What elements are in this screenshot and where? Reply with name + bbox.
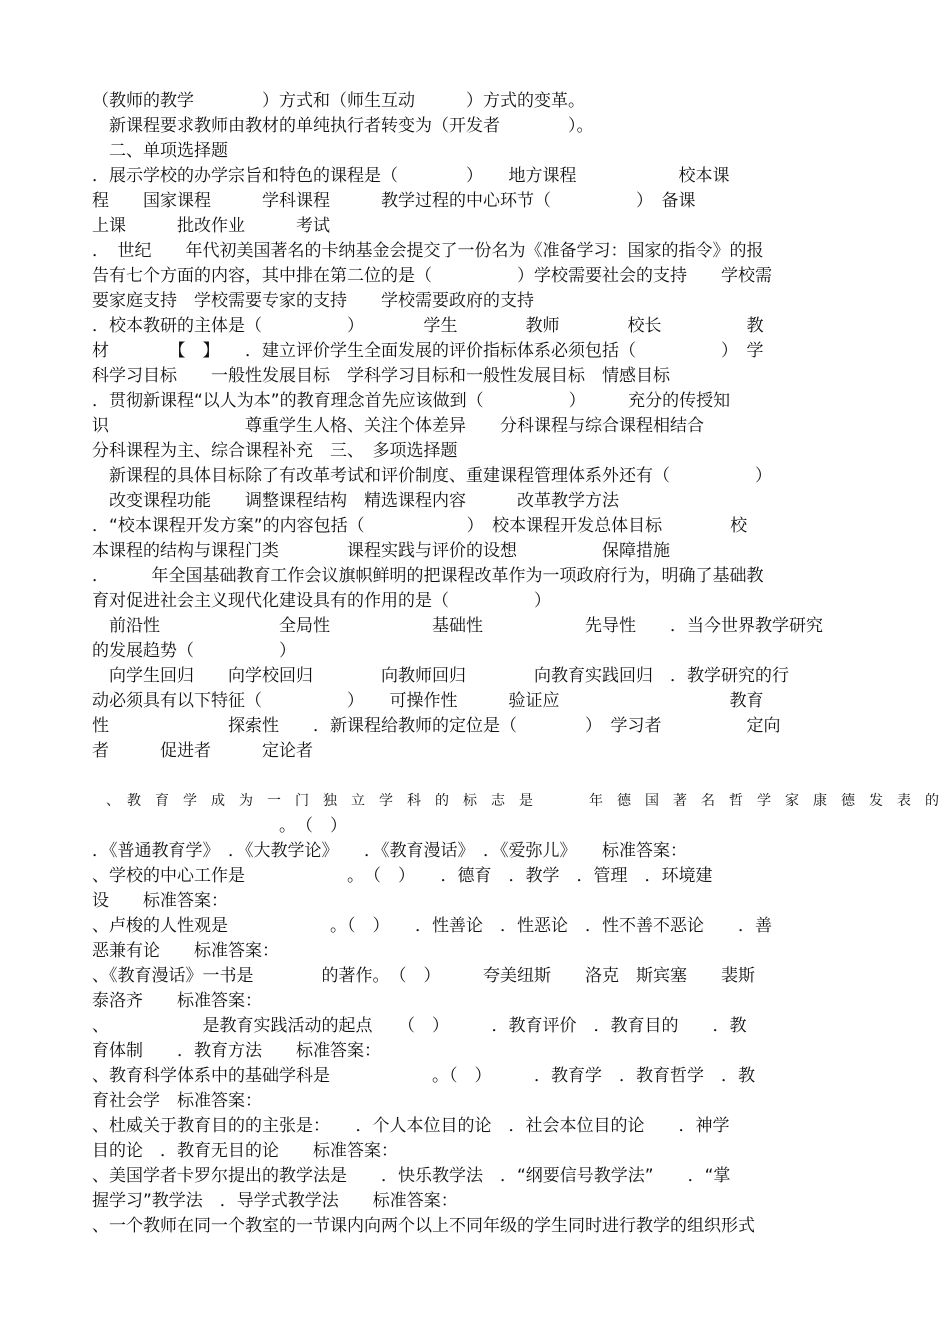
text-line: 新课程要求教师由教材的单纯执行者转变为（开发者 ）。: [92, 116, 594, 136]
text-line: 育对促进社会主义现代化建设具有的作用的是（ ）: [92, 591, 551, 611]
text-line: 新课程的具体目标除了有改革考试和评价制度、重建课程管理体系外还有（ ）: [92, 466, 772, 486]
text-line: ．“校本课程开发方案”的内容包括（ ） 校本课程开发总体目标 校: [92, 516, 748, 536]
text-line: 、卢梭的人性观是 。（ ） ．性善论 ．性恶论 ．性不善不恶论 ．善: [92, 916, 772, 936]
text-line: 、一个教师在同一个教室的一节课内向两个以上不同年级的学生同时进行教学的组织形式: [92, 1216, 755, 1236]
text-line: 上课 批改作业 考试: [92, 216, 330, 236]
text-line: ．《普通教育学》 ．《大教学论》 ．《教育漫话》 ．《爱弥儿》 标准答案：: [92, 841, 687, 861]
text-line: 科学习目标 一般性发展目标 学科学习目标和一般性发展目标 情感目标: [92, 366, 670, 386]
text-line: 、学校的中心工作是 。 （ ） ．德育 ．教学 ．管理 ．环境建: [92, 866, 713, 886]
text-line: 动必须具有以下特征（ ） 可操作性 验证应 教育: [92, 691, 764, 711]
text-line: 恶兼有论 标准答案：: [92, 941, 279, 961]
text-line: 前沿性 全局性 基础性 先导性 ．当今世界教学研究: [92, 616, 823, 636]
text-line: 者 促进者 定论者: [92, 741, 313, 761]
text-line: 握学习”教学法 ．导学式教学法 标准答案：: [92, 1191, 458, 1211]
text-line: （教师的教学 ）方式和（师生互动 ）方式的变革。: [92, 91, 585, 111]
text-line: 告有七个方面的内容，其中排在第二位的是（ ）学校需要社会的支持 学校需: [92, 266, 772, 286]
text-line: 。 （ ）: [92, 816, 347, 836]
text-line: 、《教育漫话》一书是 的著作。 （ ） 夸美纽斯 洛克 斯宾塞 裴斯: [92, 966, 755, 986]
text-line: ． 世纪 年代初美国著名的卡纳基金会提交了一份名为《准备学习：国家的指令》的报: [92, 241, 764, 261]
text-line: 、教育科学体系中的基础学科是 。（ ） ．教育学 ．教育哲学 ．教: [92, 1066, 755, 1086]
text-line: 设 标准答案：: [92, 891, 228, 911]
text-line: 本课程的结构与课程门类 课程实践与评价的设想 保障措施: [92, 541, 670, 561]
text-line: 泰洛齐 标准答案：: [92, 991, 262, 1011]
section-heading: 二、单项选择题: [92, 141, 228, 161]
text-line: 、杜威关于教育目的的主张是： ．个人本位目的论 ．社会本位目的论 ．神学: [92, 1116, 730, 1136]
text-line: ．校本教研的主体是（ ） 学生 教师 校长 教: [92, 316, 764, 336]
text-line: 性 探索性 ．新课程给教师的定位是（ ） 学习者 定向: [92, 716, 781, 736]
text-line: 育体制 ．教育方法 标准答案：: [92, 1041, 381, 1061]
text-line: 向学生回归 向学校回归 向教师回归 向教育实践回归 ．教学研究的行: [92, 666, 789, 686]
text-line: 、 是教育实践活动的起点 （ ） ．教育评价 ．教育目的 ．教: [92, 1016, 747, 1036]
text-line: ． 年全国基础教育工作会议旗帜鲜明的把课程改革作为一项政府行为，明确了基础教: [92, 566, 764, 586]
text-line: 改变课程功能 调整课程结构 精选课程内容 改革教学方法: [92, 491, 619, 511]
text-line: 、 教 育 学 成 为 一 门 独 立 学 科 的 标 志 是 年 德 国 著 名 哲 学 家 康 德 发 表 的: [92, 793, 939, 809]
text-line: 分科课程为主、综合课程补充 三、 多项选择题: [92, 441, 458, 461]
text-line: 识 尊重学生人格、关注个体差异 分科课程与综合课程相结合: [92, 416, 704, 436]
text-line: 材 【 】 ．建立评价学生全面发展的评价指标体系必须包括（ ） 学: [92, 341, 764, 361]
text-line: 的发展趋势（ ）: [92, 641, 296, 661]
text-line: 程 国家课程 学科课程 教学过程的中心环节（ ） 备课: [92, 191, 696, 211]
text-line: ．展示学校的办学宗旨和特色的课程是（ ） 地方课程 校本课: [92, 166, 730, 186]
text-line: 目的论 ．教育无目的论 标准答案：: [92, 1141, 398, 1161]
text-line: 育社会学 标准答案：: [92, 1091, 262, 1111]
text-line: 要家庭支持 学校需要专家的支持 学校需要政府的支持: [92, 291, 534, 311]
text-line: ．贯彻新课程“以人为本”的教育理念首先应该做到（ ） 充分的传授知: [92, 391, 731, 411]
text-line: 、美国学者卡罗尔提出的教学法是 ．快乐教学法 ．“纲要信号教学法” ．“掌: [92, 1166, 731, 1186]
